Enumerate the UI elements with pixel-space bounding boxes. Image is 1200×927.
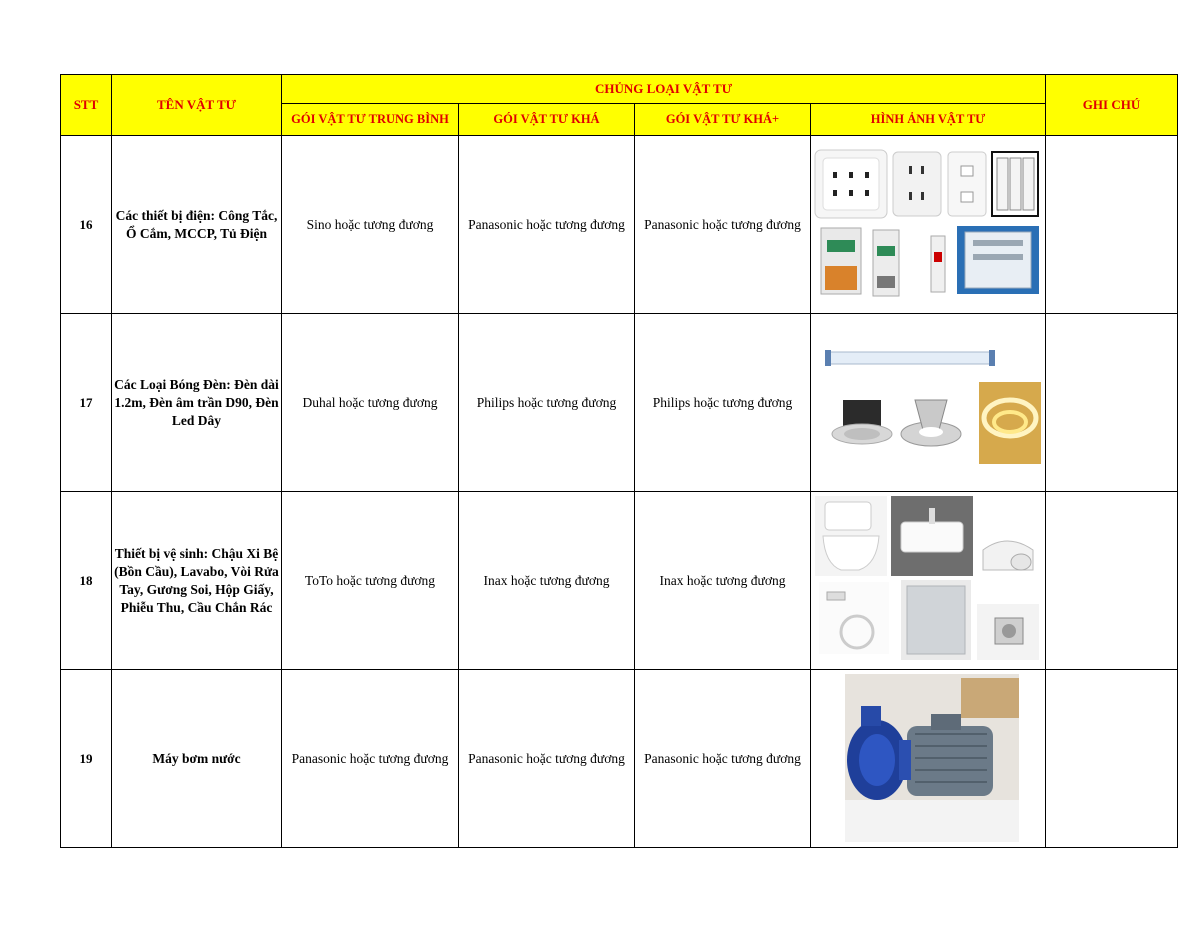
row-image <box>811 136 1046 314</box>
header-note: GHI CHÚ <box>1046 75 1178 136</box>
water-pump-image <box>811 670 1044 847</box>
header-pkg-good-plus: GÓI VẬT TƯ KHÁ+ <box>635 104 811 136</box>
row-pkg-good: Panasonic hoặc tương đương <box>459 136 635 314</box>
table-row <box>61 314 1178 492</box>
light-fixtures-image <box>811 314 1044 491</box>
row-note <box>1046 136 1178 314</box>
electrical-devices-image <box>811 136 1044 313</box>
row-note <box>1046 670 1178 848</box>
row-pkg-good: Inax hoặc tương đương <box>459 492 635 670</box>
header-image: HÌNH ẢNH VẬT TƯ <box>811 104 1046 136</box>
row-pkg-good-plus: Panasonic hoặc tương đương <box>635 670 811 848</box>
row-stt: 19 <box>61 670 112 848</box>
row-pkg-average: Panasonic hoặc tương đương <box>282 670 459 848</box>
row-pkg-good-plus: Philips hoặc tương đương <box>635 314 811 492</box>
row-pkg-good-plus: Inax hoặc tương đương <box>635 492 811 670</box>
header-stt: STT <box>61 75 112 136</box>
row-note <box>1046 492 1178 670</box>
row-note <box>1046 314 1178 492</box>
row-pkg-good-plus: Panasonic hoặc tương đương <box>635 136 811 314</box>
table-row <box>61 670 1178 848</box>
row-name: Thiết bị vệ sinh: Chậu Xi Bệ (Bồn Cầu), Lavabo, Vòi Rửa Tay, Gương Soi, Hộp Giấy, Phiễu Thu, Cầu Chắn Rác <box>112 492 282 670</box>
table-row <box>61 136 1178 314</box>
header-pkg-average: GÓI VẬT TƯ TRUNG BÌNH <box>282 104 459 136</box>
row-stt: 18 <box>61 492 112 670</box>
header-group: CHỦNG LOẠI VẬT TƯ <box>282 75 1046 104</box>
row-pkg-good: Philips hoặc tương đương <box>459 314 635 492</box>
row-pkg-average: Duhal hoặc tương đương <box>282 314 459 492</box>
row-name: Các Loại Bóng Đèn: Đèn dài 1.2m, Đèn âm trần D90, Đèn Led Dây <box>112 314 282 492</box>
sanitary-ware-image <box>811 492 1044 669</box>
row-name: Máy bơm nước <box>112 670 282 848</box>
row-pkg-average: Sino hoặc tương đương <box>282 136 459 314</box>
header-pkg-good: GÓI VẬT TƯ KHÁ <box>459 104 635 136</box>
row-pkg-good: Panasonic hoặc tương đương <box>459 670 635 848</box>
materials-table <box>60 74 1178 848</box>
row-stt: 16 <box>61 136 112 314</box>
row-image <box>811 314 1046 492</box>
row-image <box>811 670 1046 848</box>
table-row <box>61 492 1178 670</box>
row-image <box>811 492 1046 670</box>
header-name: TÊN VẬT TƯ <box>112 75 282 136</box>
row-pkg-average: ToTo hoặc tương đương <box>282 492 459 670</box>
row-stt: 17 <box>61 314 112 492</box>
row-name: Các thiết bị điện: Công Tắc, Ổ Cắm, MCCP, Tủ Điện <box>112 136 282 314</box>
